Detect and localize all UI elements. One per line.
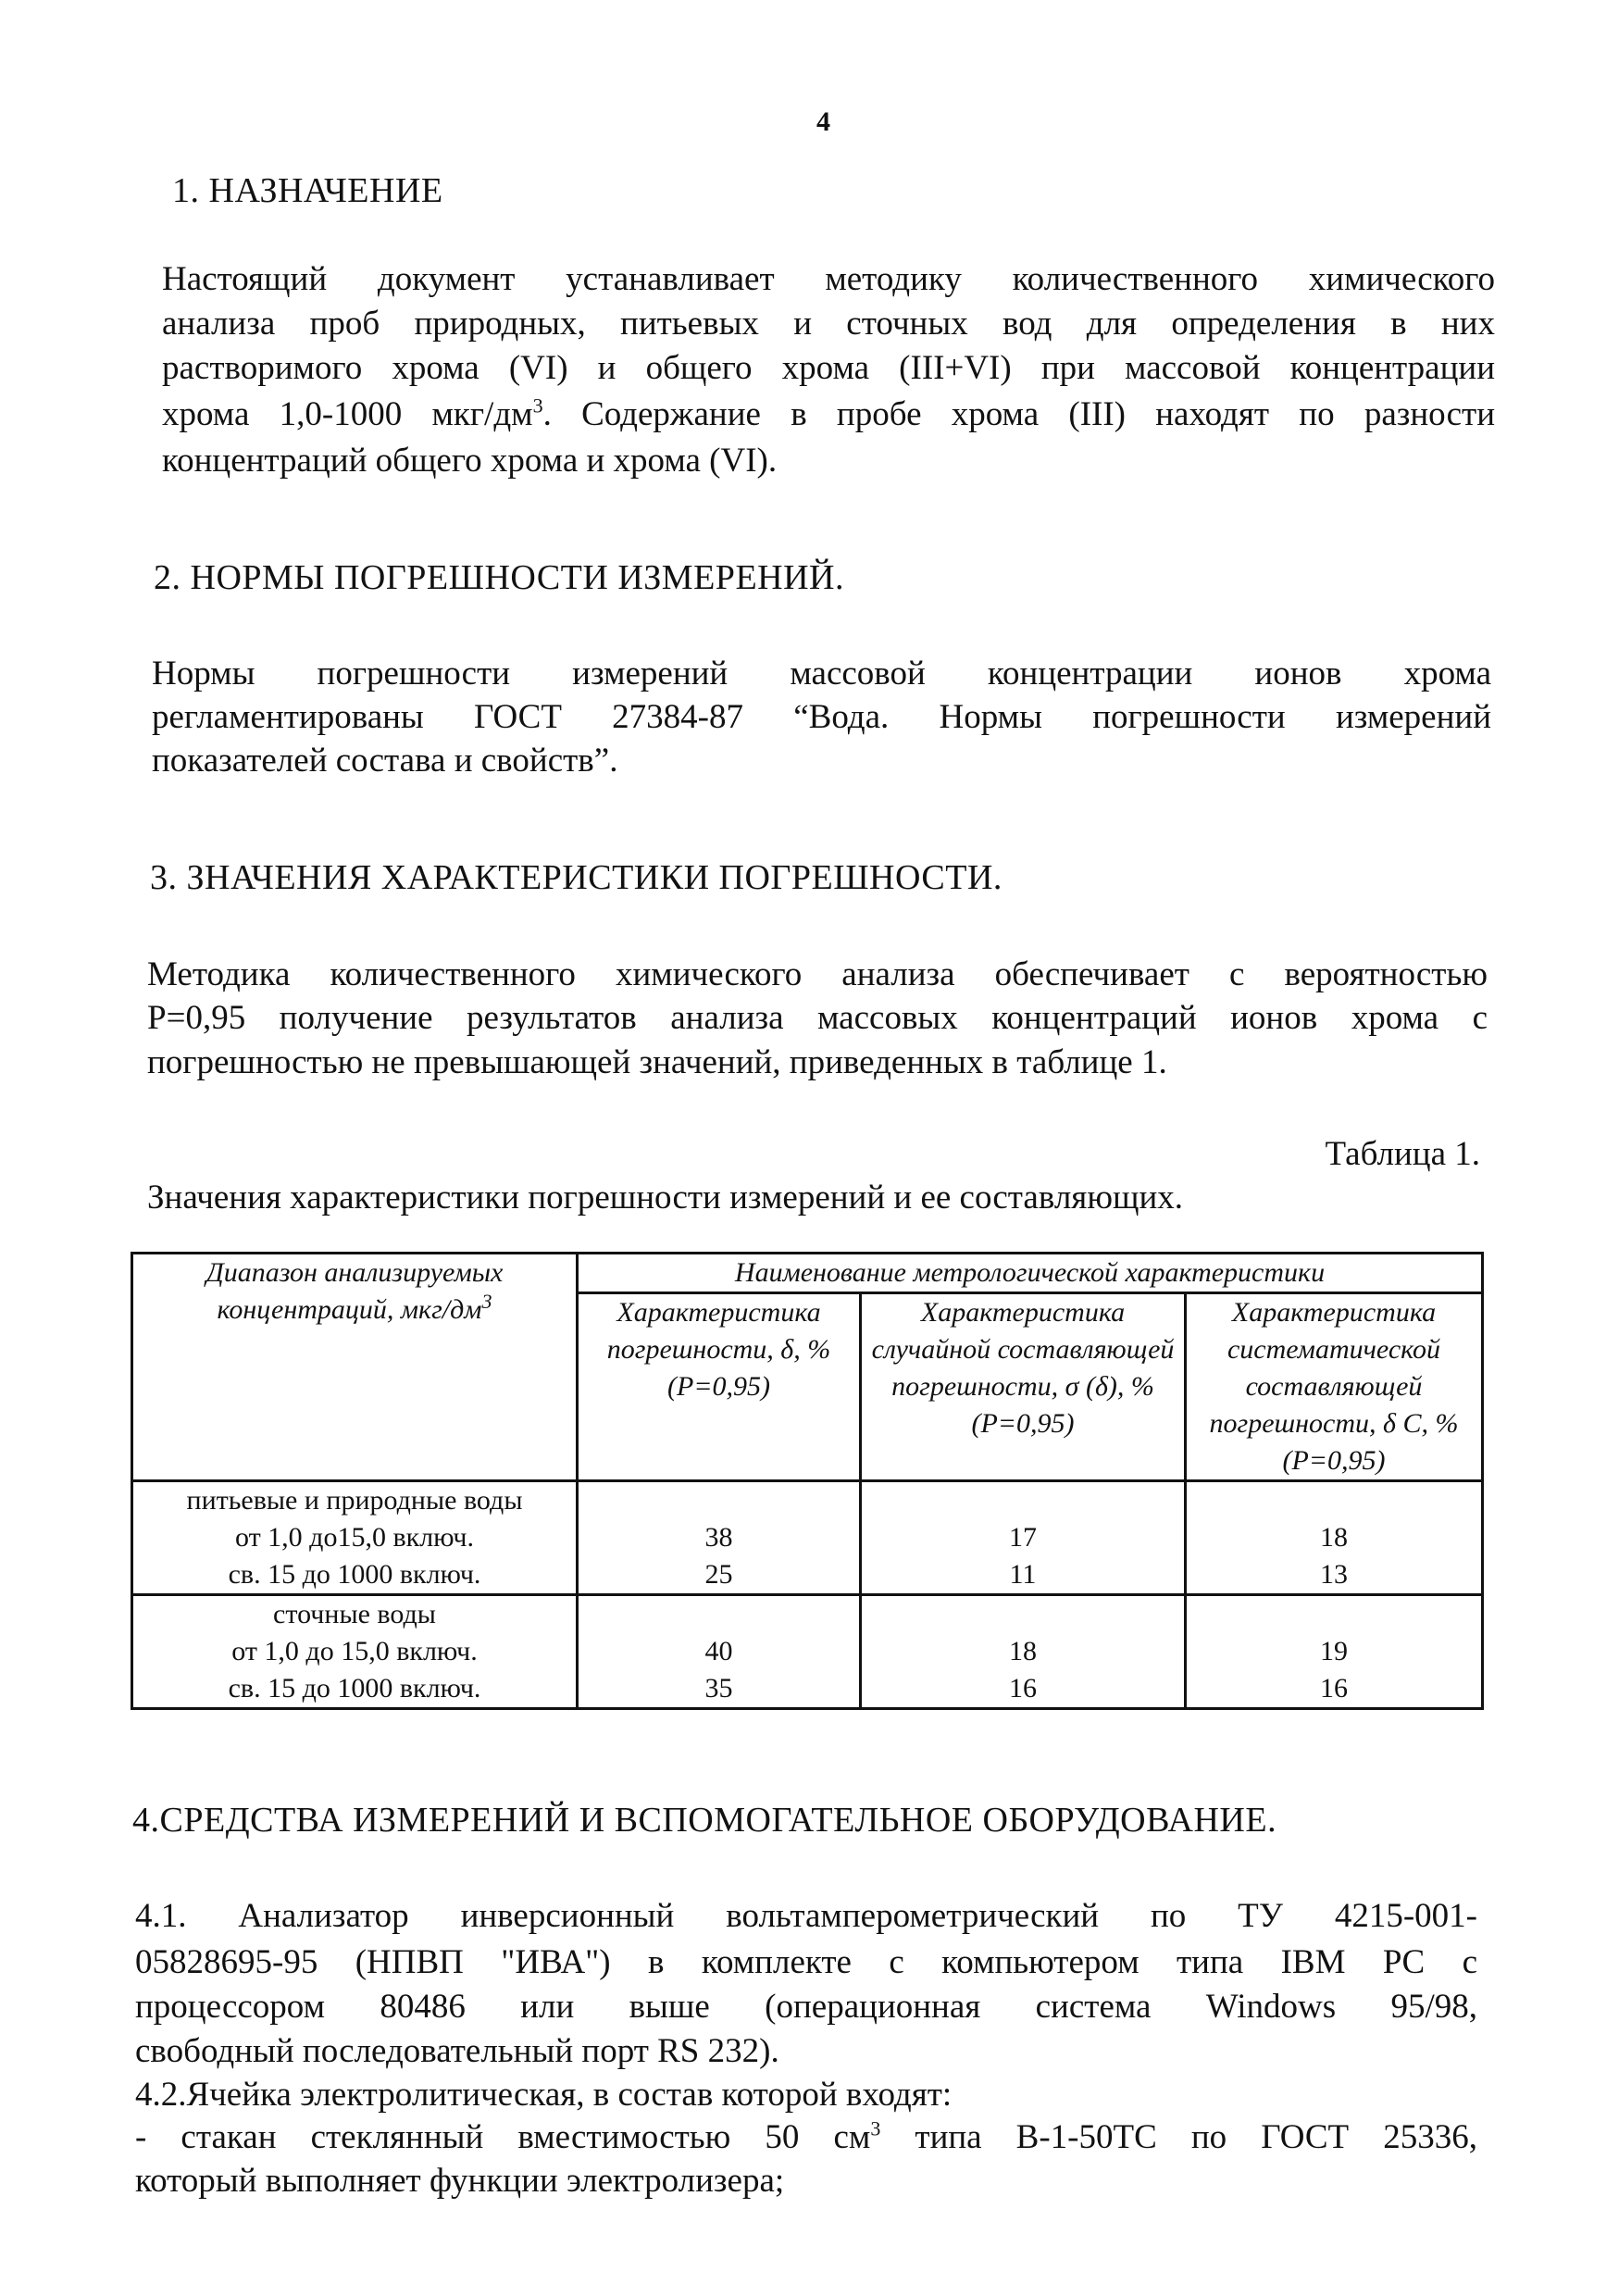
value-cell	[861, 1595, 1186, 1709]
s1-line: анализа проб природных, питьевых и сточных вод для определения в них	[162, 305, 1495, 343]
value: 17	[1009, 1522, 1037, 1553]
value-cell	[1186, 1481, 1483, 1595]
section-1-title: 1. НАЗНАЧЕНИЕ	[172, 171, 443, 210]
s1-line-text: хрома 1,0-1000 мкг/дм	[162, 395, 533, 433]
range: от 1,0 до15,0 включ.	[234, 1522, 475, 1553]
value-cell	[861, 1481, 1186, 1595]
s1-line: Настоящий документ устанавливает методику количественного химического	[162, 260, 1495, 298]
table-row-group-1	[132, 1481, 1483, 1595]
value-cell	[578, 1481, 861, 1595]
header-col-2: Характеристика случайной составляющей погрешности, σ (δ), % (Р=0,95)	[861, 1293, 1186, 1481]
value-cell	[1186, 1595, 1483, 1709]
s1-line: концентраций общего хрома и хрома (VI).	[162, 442, 778, 480]
value: 16	[1320, 1673, 1348, 1703]
value: 25	[704, 1559, 733, 1590]
s4-line: 4.2.Ячейка электролитическая, в состав которой входят:	[135, 2076, 953, 2114]
range: от 1,0 до 15,0 включ.	[231, 1636, 478, 1666]
table-caption: Значения характеристики погрешности измерений и ее составляющих.	[147, 1179, 1183, 1217]
s2-line: регламентированы ГОСТ 27384-87 “Вода. Нормы погрешности измерений	[152, 698, 1491, 736]
value: 11	[1009, 1559, 1037, 1590]
value: 40	[704, 1636, 733, 1666]
range: св. 15 до 1000 включ.	[228, 1673, 481, 1703]
s3-line: Методика количественного химического анализа обеспечивает с вероятностью	[147, 955, 1488, 993]
s2-line: Нормы погрешности измерений массовой концентрации ионов хрома	[152, 655, 1491, 693]
value-cell	[578, 1595, 861, 1709]
section-4-title: 4.СРЕДСТВА ИЗМЕРЕНИЙ И ВСПОМОГАТЕЛЬНОЕ ОБОРУДОВАНИЕ.	[132, 1801, 1277, 1840]
header-col-3: Характеристика систематической составляющей погрешности, δ С, % (Р=0,95)	[1186, 1293, 1483, 1481]
value: 13	[1320, 1559, 1348, 1590]
header-col-1: Характеристика погрешности, δ, % (Р=0,95)	[578, 1293, 861, 1481]
s1-line: растворимого хрома (VI) и общего хрома (III+VI) при массовой концентрации	[162, 349, 1495, 387]
section-2-title: 2. НОРМЫ ПОГРЕШНОСТИ ИЗМЕРЕНИЙ.	[154, 558, 844, 597]
value: 18	[1320, 1522, 1348, 1553]
header-range	[132, 1254, 578, 1481]
s1-line-text: . Содержание в пробе хрома (III) находят по разности	[542, 395, 1495, 433]
value: 19	[1320, 1636, 1348, 1666]
superscript: 3	[870, 2116, 881, 2140]
page-number: 4	[816, 106, 830, 137]
value: 16	[1009, 1673, 1037, 1703]
s1-line	[162, 393, 1495, 437]
range-cell	[132, 1595, 578, 1709]
group-name: питьевые и природные воды	[186, 1485, 523, 1516]
s4-line: 05828695-95 (НПВП "ИВА") в комплекте с компьютером типа IBM PC с	[135, 1943, 1477, 1981]
superscript: 3	[481, 1290, 492, 1313]
value: 18	[1009, 1636, 1037, 1666]
value: 35	[704, 1673, 733, 1703]
group-name: сточные воды	[273, 1599, 436, 1629]
range: св. 15 до 1000 включ.	[228, 1559, 481, 1590]
value: 38	[704, 1522, 733, 1553]
header-range-text: Диапазон анализируемых концентраций, мкг/дм	[205, 1257, 504, 1325]
s4-line: свободный последовательный порт RS 232).	[135, 2032, 779, 2070]
range-cell	[132, 1481, 578, 1595]
s4-line	[135, 2115, 1477, 2160]
s3-line: Р=0,95 получение результатов анализа массовых концентраций ионов хрома с	[147, 999, 1488, 1037]
s4-line-text: типа В-1-50ТС по ГОСТ 25336,	[880, 2118, 1477, 2156]
superscript: 3	[532, 393, 543, 418]
table-label: Таблица 1.	[1325, 1135, 1480, 1173]
s4-line: который выполняет функции электролизера;	[135, 2162, 785, 2200]
s2-line: показателей состава и свойств”.	[152, 742, 618, 780]
section-3-title: 3. ЗНАЧЕНИЯ ХАРАКТЕРИСТИКИ ПОГРЕШНОСТИ.	[150, 858, 1003, 897]
table-row-group-2	[132, 1595, 1483, 1709]
error-characteristics-table	[131, 1252, 1484, 1710]
s4-line-text: - стакан стеклянный вместимостью 50 см	[135, 2118, 871, 2156]
header-group: Наименование метрологической характеристики	[578, 1254, 1483, 1293]
s3-line: погрешностью не превышающей значений, приведенных в таблице 1.	[147, 1043, 1167, 1081]
s4-line: 4.1. Анализатор инверсионный вольтамперометрический по ТУ 4215-001-	[135, 1897, 1477, 1935]
s4-line: процессором 80486 или выше (операционная система Windows 95/98,	[135, 1988, 1477, 2026]
